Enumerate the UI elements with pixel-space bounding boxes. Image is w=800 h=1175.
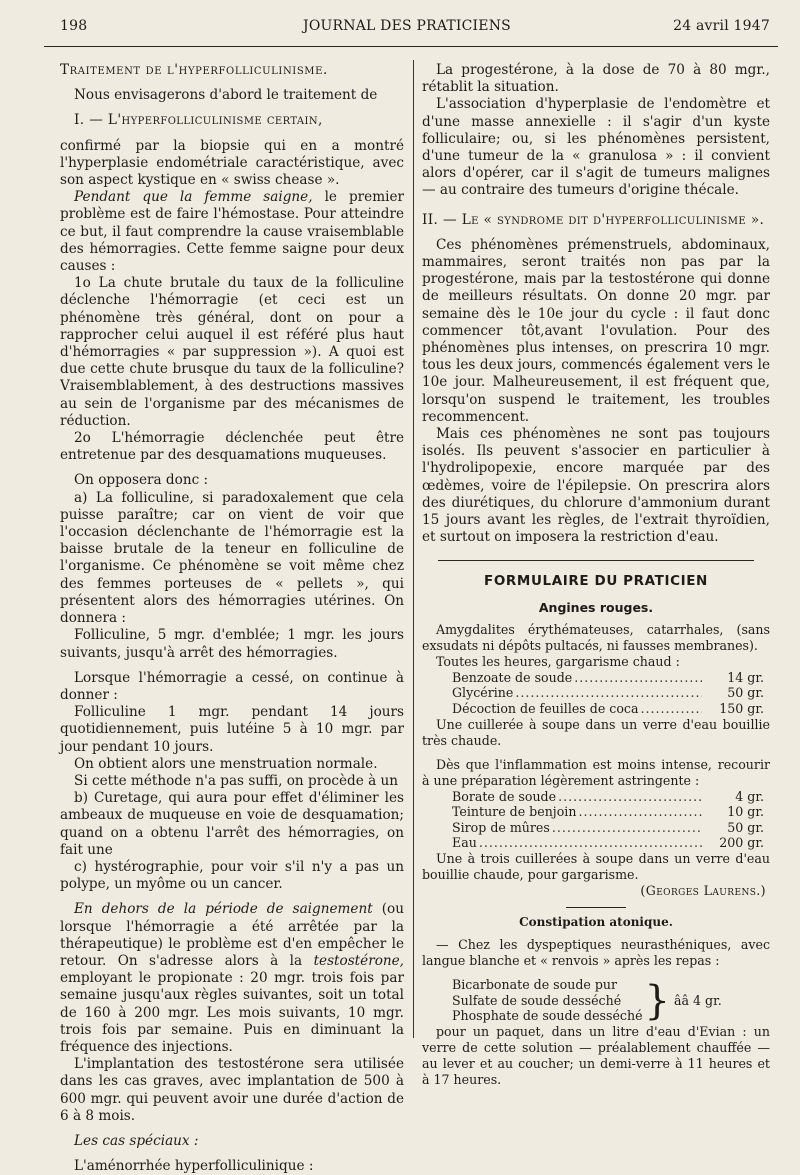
paragraph: Une à trois cuillerées à soupe dans un verre d'eau bouillie chaude, pour gargarisme. <box>422 851 770 883</box>
journal-title: JOURNAL DES PRATICIENS <box>303 18 511 34</box>
ingredient-quantity: 14 gr. <box>727 669 764 685</box>
paragraph: c) hystérographie, pour voir s'il n'y a pas un polype, un myôme ou un cancer. <box>60 858 404 893</box>
right-column <box>422 62 770 1088</box>
prescription-list-1 <box>422 670 770 717</box>
prescription-item <box>422 685 770 701</box>
paragraph: a) La folliculine, si paradoxalement que cela puisse paraître; car on vient de voir que l'occasion déclenchante de l'hémorragie est la baisse brutale de la teneur en folliculine de l'organisme. Ce phénomène se voit même chez des femmes porteuses de « pellets », qui présentent alors des hémorragies utérines. On donnera : <box>60 489 404 627</box>
paragraph: Si cette méthode n'a pas suffi, on procède à un <box>74 772 399 789</box>
ingredient-name: Phosphate de soude desséché <box>452 1008 643 1024</box>
paragraph: Nous envisagerons d'abord le traitement de <box>74 87 378 104</box>
emphasis: testostérone, <box>313 952 404 969</box>
paragraph: — Chez les dyspeptiques neurasthéniques, avec langue blanche et « renvois » après les repas : <box>422 937 770 969</box>
emphasis: Pendant que la femme saigne, <box>74 189 313 206</box>
issue-date: 24 avril 1947 <box>673 18 770 34</box>
column-divider <box>413 60 414 1038</box>
paragraph-text: (ou lorsque l'hémorragie a été arrêtée par la thérapeutique) le problème est d'en empêcher le retour. On s'adresse alors à la <box>60 901 404 969</box>
paragraph <box>60 901 404 1056</box>
recipe-title: Constipation atonique. <box>519 915 673 930</box>
section-rule <box>438 560 754 561</box>
paragraph: 2o L'hémorragie déclenchée peut être entretenue par des desquamations muqueuses. <box>60 430 404 464</box>
dot-leader <box>552 820 702 836</box>
paragraph <box>60 1133 404 1150</box>
paragraph: Dès que l'inflammation est moins intense, recourir à une préparation légèrement astringente : <box>422 756 770 788</box>
paragraph: confirmé par la biopsie qui en a montré l'hyperplasie endométriale caractéristique, avec son aspect kystique en « swiss chease ». <box>60 137 404 189</box>
ingredient-name: Sirop de mûres <box>452 819 550 835</box>
prescription-group-items <box>452 977 643 1024</box>
paragraph: pour un paquet, dans un litre d'eau d'Evian : un verre de cette solution — préalablement chauffée — au lever et au coucher; un demi-verre à 11 heures et à 17 heures. <box>422 1024 770 1088</box>
prescription-item <box>422 820 770 836</box>
prescription-item <box>422 789 770 805</box>
ingredient-quantity: 4 gr. <box>735 788 764 804</box>
ingredient-name: Sulfate de soude desséché <box>452 992 622 1008</box>
paragraph: L'implantation des testostérone sera utilisée dans les cas graves, avec implantation de 500 à 600 mgr. qui peuvent avoir une durée d'action de 6 à 8 mois. <box>60 1056 404 1124</box>
paragraph: L'aménorrhée hyperfolliculinique : <box>74 1158 314 1175</box>
ingredient-name: Eau <box>452 835 477 851</box>
emphasis: Les cas spéciaux : <box>74 1132 199 1149</box>
paragraph: Toutes les heures, gargarisme chaud : <box>436 653 680 669</box>
dot-leader <box>479 835 702 851</box>
short-divider <box>566 907 626 908</box>
dot-leader <box>558 789 702 805</box>
paragraph: Une cuillerée à soupe dans un verre d'eau bouillie très chaude. <box>422 716 770 748</box>
page-header <box>44 18 770 40</box>
paragraph <box>60 189 404 275</box>
ingredient-quantity: 200 gr. <box>719 835 764 851</box>
prescription-item <box>422 701 770 717</box>
dot-leader <box>515 685 702 701</box>
header-rule <box>44 46 778 47</box>
left-column <box>60 62 404 1175</box>
formulaire-title: FORMULAIRE DU PRATICIEN <box>484 573 708 590</box>
prescription-item <box>422 804 770 820</box>
paragraph: On opposera donc : <box>74 472 209 489</box>
ingredient-quantity: 10 gr. <box>727 804 764 820</box>
paragraph: 1o La chute brutale du taux de la folliculine déclenche l'hémorragie (et ceci est un phénomène très général, dont on pour a rapprocher celui auquel il est référé plus haut d'hémorragies « par suppression »). A quoi est due cette chute brusque du taux de la folliculine? Vraisemblablement, à des destructions massives au sein de l'organisme par des mécanismes de réduction. <box>60 275 404 429</box>
paragraph: Amygdalites érythémateuses, catarrhales, (sans exsudats ni dépôts pultacés, ni fausses membranes). <box>422 621 770 653</box>
ingredient-name: Glycérine <box>452 685 514 701</box>
paragraph: L'association d'hyperplasie de l'endomètre et d'une masse annexielle : il s'agir d'un kyste folliculaire; ou, si les phénomènes persistent, d'une tumeur de la « granulosa » : il convient alors d'opérer, car il s'agit de tumeurs malignes — au contraire des tumeurs d'origine thécale. <box>422 96 770 199</box>
prescription-list-2 <box>422 789 770 851</box>
subsection-heading: II. — Le « syndrome dit d'hyperfolliculinisme ». <box>422 211 765 228</box>
paragraph: Folliculine 1 mgr. pendant 14 jours quotidiennement, puis lutéine 5 à 10 mgr. par jour pendant 10 jours. <box>60 704 404 755</box>
prescription-group <box>422 977 770 1024</box>
paragraph-text: le premier problème est de faire l'hémostase. Pour atteindre ce but, il faut comprendre la cause vraisemblable des hémorragies. Cette femme saigne pour deux causes : <box>60 189 405 275</box>
ingredient-quantity: 50 gr. <box>727 819 764 835</box>
paragraph: On obtient alors une menstruation normale. <box>74 755 378 772</box>
dot-leader <box>578 804 702 820</box>
brace: } <box>644 977 670 1024</box>
page-number: 198 <box>60 18 88 34</box>
prescription-item <box>422 835 770 851</box>
ingredient-name: Décoction de feuilles de coca <box>452 701 639 717</box>
ingredient-quantity: 150 gr. <box>719 701 764 717</box>
dot-leader <box>574 670 702 686</box>
author-signature: (Georges Laurens.) <box>640 883 766 899</box>
paragraph: Lorsque l'hémorragie a cessé, on continue à donner : <box>60 669 404 703</box>
ingredient-name: Benzoate de soude <box>452 669 573 685</box>
ingredient-name: Bicarbonate de soude pur <box>452 977 618 993</box>
prescription-item <box>422 670 770 686</box>
paragraph-text: employant le propionate : 20 mgr. trois fois par semaine jusqu'aux règles suivantes, soit un total de 160 à 200 mgr. Les mois suivants, 10 mgr. trois fois par semaine. Puis en diminuant la fréquence des injections. <box>60 970 404 1055</box>
emphasis: En dehors de la période de saignement <box>74 901 373 918</box>
paragraph: La progestérone, à la dose de 70 à 80 mgr., rétablit la situation. <box>422 62 770 96</box>
paragraph: Ces phénomènes prémenstruels, abdominaux, mammaires, seront traités non pas par la progestérone, mais par la testostérone qui donne de meilleurs résultats. On donne 20 mgr. par semaine dès le 10e jour du cycle : il faut donc commencer tôt,avant l'ovulation. Pour des phénomènes plus intenses, on prescrira 10 mgr. tous les deux jours, commencés également vers le 10e jour. Malheureusement, il est fréquent que, lorsqu'on suspend le traitement, les troubles recommencent. <box>422 236 770 425</box>
paragraph: Mais ces phénomènes ne sont pas toujours isolés. Ils peuvent s'associer en particulier à l'hydrolipopexie, encore marquée par des œdèmes, voire de l'épilepsie. On prescrira alors des diurétiques, du chlorure d'ammonium durant 15 jours avant les règles, de l'extrait thyroïdien, et surtout on imposera la restriction d'eau. <box>422 426 770 546</box>
ingredient-name: Borate de soude <box>452 788 557 804</box>
dot-leader <box>640 701 702 717</box>
recipe-title: Angines rouges. <box>538 599 654 615</box>
paragraph: b) Curetage, qui aura pour effet d'éliminer les ambeaux de muqueuse en voie de desquamation; quand on a obtenu l'arrêt des hémorragies, on fait une <box>60 790 404 858</box>
paragraph: Folliculine, 5 mgr. d'emblée; 1 mgr. les jours suivants, jusqu'à arrêt des hémorragies. <box>60 627 404 661</box>
subsection-heading: I. — L'hyperfolliculinisme certain, <box>74 112 323 129</box>
ingredient-quantity: 50 gr. <box>727 685 764 701</box>
ingredient-quantity: ââ 4 gr. <box>673 992 722 1008</box>
ingredient-name: Teinture de benjoin <box>452 804 577 820</box>
section-title: Traitement de l'hyperfolliculinisme. <box>60 62 328 78</box>
